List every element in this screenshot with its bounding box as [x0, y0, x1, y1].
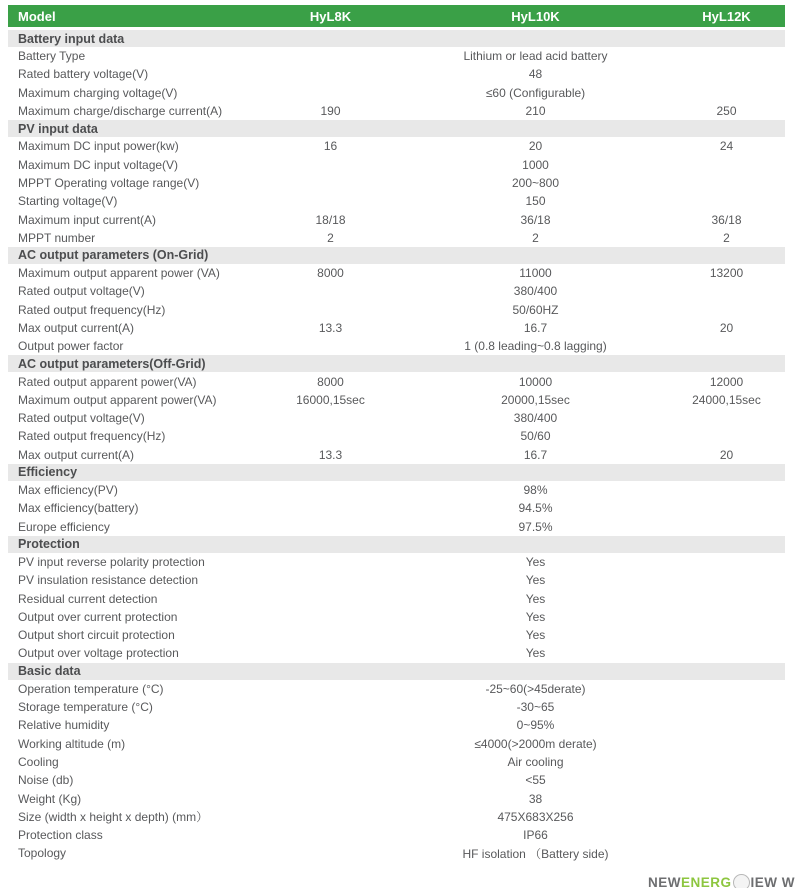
model-col-hyl10k: HyL10K [511, 8, 560, 24]
row-label: Europe efficiency [18, 519, 110, 534]
row-label: Rated output frequency(Hz) [18, 429, 166, 444]
row-label: Working altitude (m) [18, 736, 126, 751]
table-row [8, 499, 785, 517]
row-value: 20 [719, 321, 734, 335]
row-value: 50/60HZ [512, 302, 559, 317]
table-row [8, 735, 785, 753]
table-row [8, 826, 785, 844]
row-value: Yes [525, 554, 546, 569]
row-label: Residual current detection [18, 591, 158, 606]
row-value: 24 [719, 139, 734, 154]
row-value: -30~65 [516, 700, 555, 715]
table-row [8, 137, 785, 155]
row-label: Max output current(A) [18, 447, 135, 462]
row-label: Output power factor [18, 339, 124, 354]
row-label: Maximum output apparent power (VA) [18, 266, 220, 281]
table-row [8, 644, 785, 662]
row-label: Noise (db) [18, 773, 74, 788]
row-label: Storage temperature (°C) [18, 700, 153, 715]
table-row [8, 608, 785, 626]
table-row [8, 589, 785, 607]
row-label: Topology [18, 846, 67, 861]
row-label: Weight (Kg) [18, 791, 82, 806]
table-row [8, 65, 785, 83]
row-value: 20000,15sec [501, 392, 570, 407]
row-value: 2 [327, 230, 334, 245]
table-row [8, 264, 785, 282]
row-value: 10000 [518, 374, 553, 389]
spec-table-body [8, 30, 785, 863]
row-value: 36/18 [520, 212, 551, 227]
row-value: <55 [525, 773, 546, 788]
spec-table [8, 5, 785, 863]
section-header-pv-input-data: PV input data [8, 120, 785, 137]
row-label: Output short circuit protection [18, 628, 175, 643]
row-value: Yes [525, 573, 546, 588]
row-label: Maximum output apparent power(VA) [18, 392, 217, 407]
row-value: 8000 [317, 374, 344, 389]
model-header-label: Model [18, 8, 56, 24]
table-row [8, 391, 785, 409]
row-label: Protection class [18, 828, 103, 843]
row-label: Size (width x height x depth) (mm） [18, 810, 209, 825]
table-row [8, 409, 785, 427]
row-value: 190 [320, 104, 341, 119]
section-header-ac-output-parameters-on-grid: AC output parameters (On-Grid) [8, 247, 785, 264]
table-row [8, 301, 785, 319]
row-label: MPPT number [18, 230, 96, 245]
row-value: Yes [525, 646, 546, 661]
row-label: Cooling [18, 754, 59, 769]
row-value: 13200 [709, 266, 744, 281]
table-row [8, 155, 785, 173]
row-label: Maximum DC input power(kw) [18, 139, 179, 154]
row-value: 20 [528, 139, 543, 154]
row-value: 97.5% [518, 519, 553, 534]
row-label: Max efficiency(PV) [18, 483, 118, 498]
row-value: 13.3 [318, 447, 343, 462]
row-value: Yes [525, 609, 546, 624]
row-value: 36/18 [711, 212, 742, 227]
table-row [8, 716, 785, 734]
row-value: 1 (0.8 leading~0.8 lagging) [464, 339, 607, 354]
row-value: 98% [523, 483, 548, 498]
row-value: 16.7 [523, 321, 548, 335]
row-label: Rated output frequency(Hz) [18, 302, 166, 317]
row-value: 48 [528, 67, 543, 82]
table-row [8, 192, 785, 210]
row-value: 1000 [522, 157, 549, 172]
model-col-hyl8k: HyL8K [309, 8, 352, 24]
table-row [8, 282, 785, 300]
model-header-row [8, 5, 785, 27]
footer-logo [648, 874, 795, 888]
row-label: Maximum charge/discharge current(A) [18, 104, 223, 119]
row-label: Starting voltage(V) [18, 194, 118, 209]
row-value: 24000,15sec [692, 392, 761, 407]
table-row [8, 771, 785, 789]
table-row [8, 47, 785, 65]
row-value: -25~60(>45derate) [485, 681, 586, 696]
row-value: HF isolation （Battery side) [462, 846, 609, 861]
row-value: 0~95% [516, 718, 555, 733]
row-value: 94.5% [518, 501, 553, 516]
row-value: 2 [532, 230, 539, 245]
row-value: 16 [323, 139, 338, 154]
table-row [8, 553, 785, 571]
footer-logo-text-green: ENERG [680, 875, 732, 888]
table-row [8, 446, 785, 464]
table-row [8, 174, 785, 192]
row-label: Rated output apparent power(VA) [18, 374, 197, 389]
table-row [8, 427, 785, 445]
row-value: ≤60 (Configurable) [485, 85, 586, 100]
table-row [8, 372, 785, 390]
table-row [8, 210, 785, 228]
row-value: 50/60 [520, 429, 551, 444]
table-row [8, 518, 785, 536]
row-label: Battery Type [18, 49, 86, 64]
row-label: Rated output voltage(V) [18, 284, 145, 299]
row-value: Air cooling [507, 754, 564, 769]
table-row [8, 753, 785, 771]
row-value: 475X683X256 [497, 809, 574, 824]
row-value: Lithium or lead acid battery [463, 49, 608, 64]
row-label: PV input reverse polarity protection [18, 554, 205, 569]
table-row [8, 680, 785, 698]
table-row [8, 337, 785, 355]
row-value: 16.7 [523, 447, 548, 462]
model-col-hyl12k: HyL12K [702, 8, 751, 24]
row-value: 2 [723, 230, 730, 245]
section-header-efficiency: Efficiency [8, 464, 785, 481]
section-header-ac-output-parameters-off-grid: AC output parameters(Off-Grid) [8, 355, 785, 372]
table-row [8, 102, 785, 120]
row-label: Relative humidity [18, 718, 110, 733]
row-value: Yes [525, 591, 546, 606]
section-header-basic-data: Basic data [8, 663, 785, 680]
table-row [8, 571, 785, 589]
row-label: Maximum DC input voltage(V) [18, 157, 179, 172]
row-label: Maximum charging voltage(V) [18, 85, 178, 100]
row-value: 20 [719, 447, 734, 462]
row-label: PV insulation resistance detection [18, 573, 199, 588]
table-row [8, 319, 785, 337]
table-row [8, 84, 785, 102]
row-value: 13.3 [318, 321, 343, 335]
row-label: Output over voltage protection [18, 646, 179, 661]
row-value: ≤4000(>2000m derate) [474, 736, 597, 751]
row-value: 250 [716, 104, 737, 119]
row-value: 18/18 [315, 212, 346, 227]
table-row [8, 481, 785, 499]
row-label: Max output current(A) [18, 321, 135, 335]
table-row [8, 789, 785, 807]
row-value: 380/400 [513, 284, 558, 299]
row-value: 8000 [317, 266, 344, 281]
row-label: Output over current protection [18, 609, 178, 624]
table-row [8, 698, 785, 716]
table-row [8, 844, 785, 862]
footer-logo-text-right: IEW W [750, 875, 795, 888]
table-row [8, 229, 785, 247]
row-label: Max efficiency(battery) [18, 501, 139, 516]
row-value: 11000 [519, 266, 552, 281]
row-label: Operation temperature (°C) [18, 681, 164, 696]
row-value: 38 [528, 791, 543, 806]
row-label: Rated output voltage(V) [18, 411, 145, 426]
row-value: 210 [525, 104, 546, 119]
globe-icon [733, 874, 750, 888]
row-value: IP66 [523, 828, 548, 843]
footer-logo-text-left: NEW [647, 875, 681, 888]
row-value: Yes [525, 628, 546, 643]
row-label: Rated battery voltage(V) [18, 67, 149, 82]
row-value: 150 [525, 194, 546, 209]
row-label: MPPT Operating voltage range(V) [18, 175, 200, 190]
section-header-protection: Protection [8, 536, 785, 553]
table-row [8, 626, 785, 644]
table-row [8, 808, 785, 826]
row-value: 16000,15sec [296, 392, 365, 407]
row-value: 380/400 [513, 411, 558, 426]
row-value: 12000 [709, 374, 744, 389]
row-label: Maximum input current(A) [18, 212, 157, 227]
section-header-battery-input-data: Battery input data [8, 30, 785, 47]
row-value: 200~800 [511, 175, 560, 190]
